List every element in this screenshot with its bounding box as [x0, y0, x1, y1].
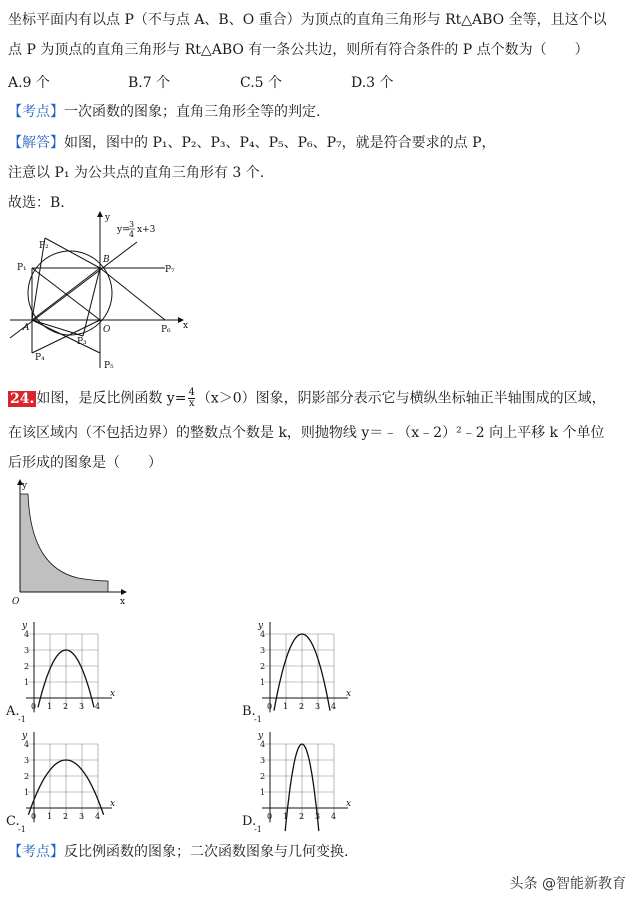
axis-label-x: x: [346, 689, 352, 699]
jieda-text: 如图，图中的 P₁、P₂、P₃、P₄、P₅、P₆、P₇，就是符合要求的点 P，: [64, 135, 496, 151]
tick-label-y: 3: [24, 756, 30, 765]
tick-label-x: 2: [299, 812, 305, 821]
tick-label-neg: -1: [18, 825, 26, 834]
q24-line-2: 在该区域内（不包括边界）的整数点个数是 k，则抛物线 y＝﹣（x﹣2）²﹣2 向上平移 k 个单位: [8, 425, 605, 441]
tick-label-x: 1: [47, 812, 53, 821]
q24-kaodian: [8, 842, 348, 862]
kaodian-text: 一次函数的图象；直角三角形全等的判定.: [64, 104, 321, 120]
q24-option-label: B.: [242, 704, 256, 719]
axis-label-y: y: [22, 731, 28, 741]
q23-fig-P7: P₇: [165, 265, 175, 275]
tick-label-x: 0: [31, 812, 37, 821]
q23-option-a: A.9 个: [8, 75, 50, 91]
q23-fig-O: O: [103, 325, 111, 335]
q24-hyperbola-figure: [8, 476, 133, 611]
q24-line-3: 后形成的图象是（ ）: [8, 455, 162, 471]
tick-label-x: 3: [315, 702, 321, 711]
q24-option-graph-a: [4, 618, 114, 724]
tick-label-x: 3: [79, 702, 85, 711]
tick-label-y: 4: [24, 740, 30, 749]
tick-label-y: 2: [24, 772, 30, 781]
tick-label-x: 2: [63, 702, 69, 711]
q23-fig-P3: P₃: [77, 337, 87, 347]
q23-answer: 故选：B.: [8, 195, 65, 211]
q23-option-b: B.7 个: [128, 75, 171, 91]
q23-fig-B: B: [103, 255, 110, 265]
watermark: 头条 @智能新教育: [509, 876, 626, 892]
q24-option-label: C.: [6, 814, 20, 829]
tick-label-x: 1: [283, 812, 289, 821]
q23-fig-eq-den: 4: [129, 230, 135, 239]
tick-label-y: 3: [260, 756, 266, 765]
q24-option-graph-c: [4, 728, 114, 834]
q24-line-1a: 如图，是反比例函数 y=: [36, 390, 187, 407]
q23-geometry-figure: [5, 208, 205, 373]
tick-label-x: 0: [267, 702, 273, 711]
q24-line-1b: （x＞0）图象，阴影部分表示它与横纵坐标轴正半轴围成的区域，: [196, 390, 606, 407]
q23-note: 注意以 P₁ 为公共点的直角三角形有 3 个.: [8, 165, 265, 181]
axis-label-x: x: [346, 799, 352, 809]
tick-label-y: 4: [24, 630, 30, 639]
tick-label-y: 3: [260, 646, 266, 655]
q24-fraction: [188, 388, 194, 409]
tick-label-x: 3: [79, 812, 85, 821]
tick-label-x: 0: [267, 812, 273, 821]
q23-kaodian: [8, 102, 320, 122]
q23-fig-P6: P₆: [161, 325, 171, 335]
tick-label-x: 2: [299, 702, 305, 711]
q24-shaded-region: [20, 494, 108, 592]
q23-fig-P4: P₄: [35, 353, 45, 363]
tick-label-y: 2: [260, 772, 266, 781]
q23-fig-axis-x: x: [183, 321, 189, 331]
axis-label-y: y: [258, 731, 264, 741]
q23-jieda: [8, 133, 496, 153]
tick-label-x: 0: [31, 702, 37, 711]
q23-fig-axis-y: y: [105, 213, 111, 223]
q23-fig-eq-suffix: x+3: [137, 225, 156, 235]
q23-option-d: D.3 个: [351, 75, 394, 91]
q23-option-c: C.5 个: [240, 75, 283, 91]
q24-number-badge: 24.: [10, 390, 35, 407]
q23-fig-A: A: [23, 323, 30, 333]
q24-kaodian-text: 反比例函数的图象；二次函数图象与几何变换.: [64, 844, 349, 860]
q24-fig-origin: O: [12, 597, 20, 607]
tick-label-x: 2: [63, 812, 69, 821]
tick-label-y: 1: [260, 678, 266, 687]
tick-label-neg: -1: [18, 715, 26, 724]
tick-label-y: 1: [24, 788, 30, 797]
jieda-tag: 【解答】: [8, 135, 64, 151]
tick-label-x: 1: [283, 702, 289, 711]
tick-label-x: 4: [331, 702, 337, 711]
q23-line-2: 点 P 为顶点的直角三角形与 Rt△ABO 有一条公共边，则所有符合条件的 P 点个数为（ ）: [8, 42, 589, 58]
q24-kaodian-tag: 【考点】: [8, 844, 64, 860]
axis-label-y: y: [258, 621, 264, 631]
tick-label-x: 3: [315, 812, 321, 821]
q23-fig-eq-prefix: y=: [117, 225, 130, 235]
tick-label-neg: -1: [254, 825, 262, 834]
tick-label-y: 3: [24, 646, 30, 655]
axis-label-x: x: [110, 799, 116, 809]
q23-line-1: 坐标平面内有以点 P（不与点 A、B、O 重合）为顶点的直角三角形与 Rt△ABO 全等，且这个以: [8, 12, 607, 28]
q24-frac-num: 4: [188, 387, 195, 398]
tick-label-y: 4: [260, 740, 266, 749]
tick-label-neg: -1: [254, 715, 262, 724]
q24-option-graph-d: [240, 728, 350, 834]
tick-label-x: 1: [47, 702, 53, 711]
tick-label-x: 4: [95, 702, 101, 711]
q23-fig-P1: P₁: [17, 263, 27, 273]
q24-frac-den: x: [188, 398, 195, 409]
tick-label-y: 4: [260, 630, 266, 639]
axis-label-x: x: [110, 689, 116, 699]
q23-fig-P2: P₂: [39, 241, 49, 251]
q24-option-graph-b: [240, 618, 350, 724]
axis-label-y: y: [22, 621, 28, 631]
tick-label-y: 1: [24, 678, 30, 687]
tick-label-x: 4: [95, 812, 101, 821]
q23-fig-eq-num: 3: [129, 220, 135, 229]
q24-fig-axis-y: y: [22, 481, 28, 491]
q24-fig-axis-x: x: [120, 597, 126, 607]
q24-option-label: A.: [6, 704, 20, 719]
tick-label-y: 2: [24, 662, 30, 671]
tick-label-y: 1: [260, 788, 266, 797]
tick-label-x: 4: [331, 812, 337, 821]
q24-line-1: [8, 388, 606, 409]
tick-label-y: 2: [260, 662, 266, 671]
q23-fig-P5: P₅: [104, 361, 114, 371]
q24-option-label: D.: [242, 814, 257, 829]
kaodian-tag: 【考点】: [8, 104, 64, 120]
